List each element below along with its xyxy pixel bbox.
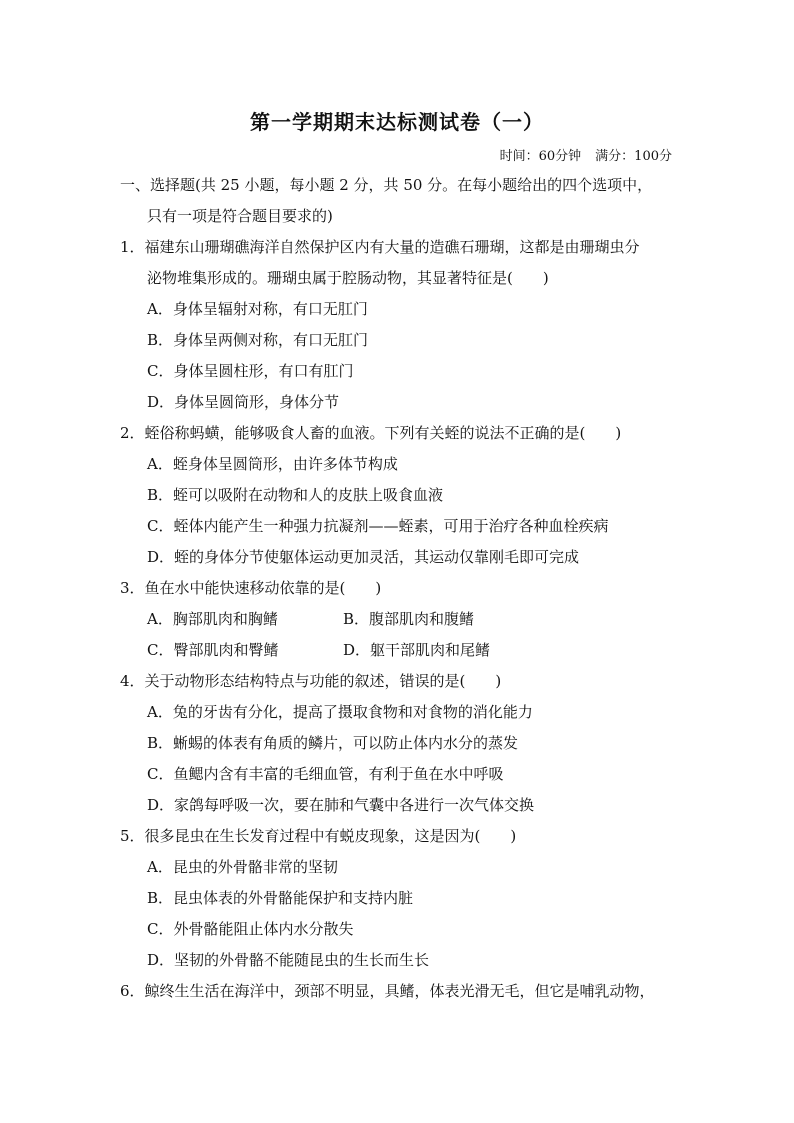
question-2-option-c: C．蛭体内能产生一种强力抗凝剂——蛭素，可用于治疗各种血栓疾病 — [147, 517, 609, 535]
section-heading-cont: 只有一项是符合题目要求的) — [147, 207, 333, 225]
question-3-option-d: D．躯干部肌肉和尾鳍 — [343, 641, 491, 659]
question-4-option-b: B．蜥蜴的体表有角质的鳞片，可以防止体内水分的蒸发 — [147, 734, 519, 752]
exam-title: 第一学期期末达标测试卷（一） — [250, 110, 544, 134]
question-1-option-a: A．身体呈辐射对称，有口无肛门 — [147, 300, 368, 318]
question-5: 5．很多昆虫在生长发育过程中有蜕皮现象，这是因为( ) — [120, 827, 517, 845]
exam-score: 满分：100分 — [595, 149, 672, 164]
question-3-option-c: C．臀部肌肉和臀鳍 — [147, 641, 279, 659]
question-5-option-c: C．外骨骼能阻止体内水分散失 — [147, 920, 354, 938]
exam-time: 时间：60分钟 — [499, 149, 582, 164]
question-5-option-b: B．昆虫体表的外骨骼能保护和支持内脏 — [147, 889, 414, 907]
question-1-option-d: D．身体呈圆筒形，身体分节 — [147, 393, 340, 411]
question-4-option-d: D．家鸽每呼吸一次，要在肺和气囊中各进行一次气体交换 — [147, 796, 535, 814]
question-3-options-row-1 — [120, 604, 680, 635]
question-2-option-d: D．蛭的身体分节使躯体运动更加灵活，其运动仅靠刚毛即可完成 — [147, 548, 580, 566]
question-3-option-a: A．胸部肌肉和胸鳍 — [147, 610, 278, 628]
question-3-options-row-2 — [120, 635, 680, 666]
question-6: 6．鲸终生生活在海洋中，颈部不明显，具鳍，体表光滑无毛，但它是哺乳动物， — [120, 982, 655, 1000]
question-3-option-b: B．腹部肌肉和腹鳍 — [343, 610, 475, 628]
question-4-option-a: A．兔的牙齿有分化，提高了摄取食物和对食物的消化能力 — [147, 703, 533, 721]
question-5-option-a: A．昆虫的外骨骼非常的坚韧 — [147, 858, 338, 876]
section-heading: 一、选择题(共 25 小题，每小题 2 分，共 50 分。在每小题给出的四个选项中， — [120, 176, 653, 194]
question-1-option-c: C．身体呈圆柱形，有口有肛门 — [147, 362, 354, 380]
question-1-cont: 泌物堆集形成的。珊瑚虫属于腔肠动物，其显著特征是( ) — [147, 269, 549, 287]
question-4: 4．关于动物形态结构特点与功能的叙述，错误的是( ) — [120, 672, 502, 690]
question-1: 1．福建东山珊瑚礁海洋自然保护区内有大量的造礁石珊瑚，这都是由珊瑚虫分 — [120, 238, 640, 256]
question-3: 3．鱼在水中能快速移动依靠的是( ) — [120, 579, 382, 597]
question-2-option-a: A．蛭身体呈圆筒形，由许多体节构成 — [147, 455, 398, 473]
question-2-option-b: B．蛭可以吸附在动物和人的皮肤上吸食血液 — [147, 486, 444, 504]
question-1-option-b: B．身体呈两侧对称，有口无肛门 — [147, 331, 369, 349]
question-5-option-d: D．坚韧的外骨骼不能随昆虫的生长而生长 — [147, 951, 430, 969]
exam-meta — [500, 145, 672, 164]
question-2: 2．蛭俗称蚂蟥，能够吸食人畜的血液。下列有关蛭的说法不正确的是( ) — [120, 424, 622, 442]
exam-content — [120, 170, 680, 1007]
question-4-option-c: C．鱼鳃内含有丰富的毛细血管，有利于鱼在水中呼吸 — [147, 765, 504, 783]
